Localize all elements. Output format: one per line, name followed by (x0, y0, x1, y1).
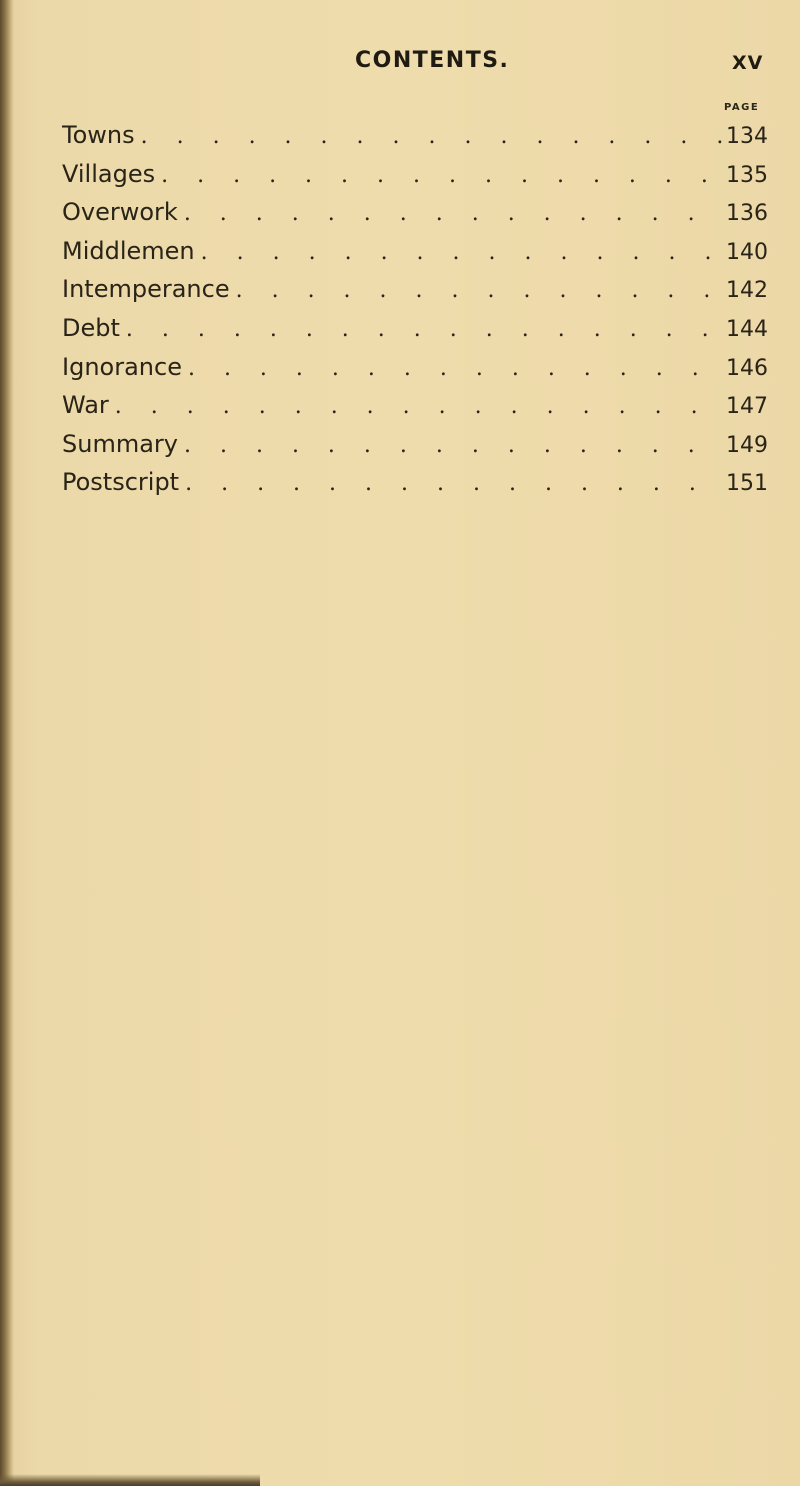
dot-leader (188, 350, 722, 387)
page-number: XV (732, 52, 764, 74)
dot-leader (201, 234, 722, 271)
dot-leader (126, 311, 722, 348)
dot-leader (185, 465, 722, 502)
dot-leader (161, 157, 722, 194)
running-title: CONTENTS. (355, 48, 510, 73)
toc-entry-page: 142 (726, 278, 768, 304)
toc-entry[interactable] (62, 348, 768, 387)
toc-entry-title: Villages (62, 159, 156, 188)
toc-entry[interactable] (62, 193, 768, 232)
toc-entry-title: Debt (62, 313, 120, 342)
toc-entry-title: War (62, 391, 109, 420)
toc-entry-title: Postscript (62, 468, 180, 497)
toc-entry[interactable] (62, 270, 768, 309)
toc-entry-page: 140 (726, 239, 768, 265)
table-of-contents (62, 116, 768, 502)
toc-entry[interactable] (62, 232, 768, 271)
toc-entry-page: 151 (726, 471, 768, 497)
page-bottom-edge (0, 1474, 260, 1486)
toc-entry-page: 134 (726, 124, 768, 149)
toc-entry-title: Towns (62, 121, 135, 149)
toc-entry[interactable] (62, 116, 768, 155)
toc-entry-title: Overwork (62, 198, 178, 227)
toc-entry-title: Ignorance (62, 352, 182, 381)
dot-leader (184, 195, 722, 232)
toc-entry-title: Intemperance (62, 275, 230, 304)
dot-leader (115, 388, 722, 425)
toc-entry-page: 146 (726, 355, 768, 381)
toc-entry-title: Middlemen (62, 236, 195, 265)
toc-entry[interactable] (62, 155, 768, 194)
toc-entry[interactable] (62, 386, 768, 425)
toc-entry-page: 136 (726, 201, 768, 227)
toc-entry-page: 147 (726, 394, 768, 420)
page-spine-shadow (0, 0, 14, 1486)
dot-leader (236, 272, 722, 309)
dot-leader (141, 118, 722, 155)
dot-leader (184, 427, 722, 464)
toc-entry-page: 144 (726, 316, 768, 342)
toc-entry[interactable] (62, 463, 768, 502)
toc-entry[interactable] (62, 425, 768, 464)
page-column-label: PAGE (724, 102, 760, 113)
toc-entry-page: 149 (726, 432, 768, 458)
page-header (0, 48, 800, 84)
toc-entry-title: Summary (62, 429, 178, 458)
toc-entry-page: 135 (726, 162, 768, 188)
toc-entry[interactable] (62, 309, 768, 348)
